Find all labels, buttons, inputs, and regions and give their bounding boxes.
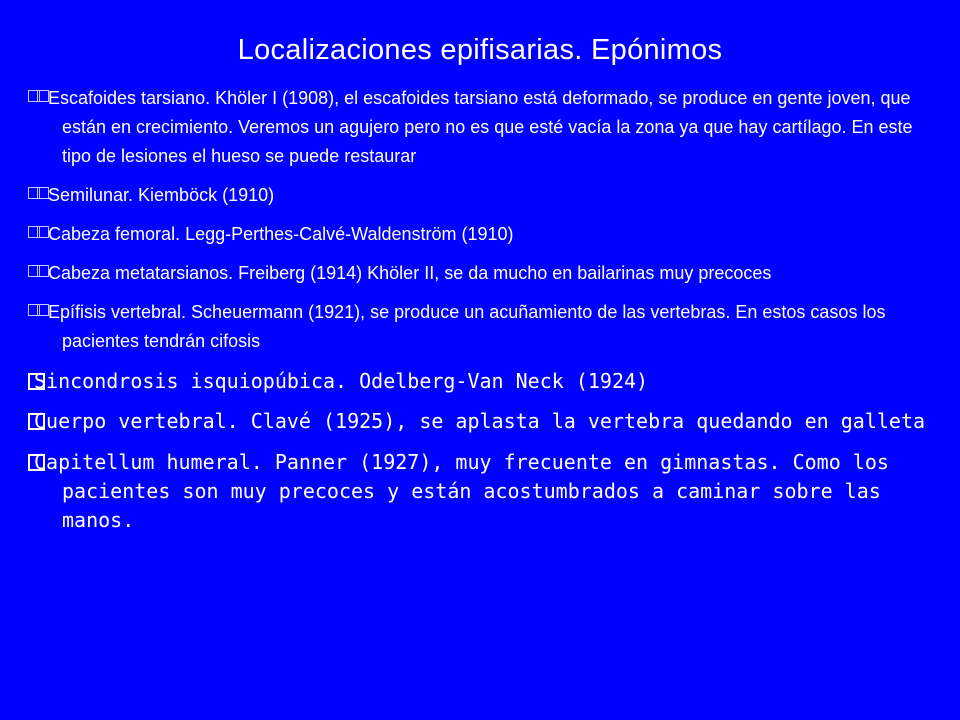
square-bullet-icon: [28, 413, 45, 430]
square-bullet-icon: [37, 265, 49, 277]
square-bullet-icon: [28, 454, 45, 471]
square-bullet-icon: [37, 226, 49, 238]
bullet-list: [28, 84, 940, 535]
list-item: [28, 220, 940, 249]
list-item: [28, 407, 940, 436]
list-item-text: Cabeza femoral. Legg-Perthes-Calvé-Waldenström (1910): [48, 224, 514, 244]
square-bullet-icon: [37, 304, 49, 316]
list-item: [28, 298, 940, 356]
list-item-text: Semilunar. Kiemböck (1910): [48, 185, 275, 205]
list-item: [28, 367, 940, 396]
list-item-text: Escafoides tarsiano. Khöler I (1908), el escafoides tarsiano está deformado, se produce en gente joven, que están en crecimiento. Veremos un agujero pero no es que esté vacía la zona ya que hay cartílago. En este tipo de lesiones el hueso se puede restaurar: [48, 88, 913, 166]
list-item-text: Epífisis vertebral. Scheuermann (1921), se produce un acuñamiento de las vertebras. En estos casos los pacientes tendrán cifosis: [48, 302, 886, 351]
list-item-text: Cuerpo vertebral. Clavé (1925), se aplasta la vertebra quedando en galleta: [34, 409, 926, 433]
square-bullet-icon: [37, 187, 49, 199]
list-item-text: Cabeza metatarsianos. Freiberg (1914) Khöler II, se da mucho en bailarinas muy precoces: [48, 263, 772, 283]
list-item: [28, 448, 940, 535]
list-item: [28, 84, 940, 171]
square-bullet-icon: [28, 373, 45, 390]
list-item-text: Sincondrosis isquiopúbica. Odelberg-Van Neck (1924): [34, 369, 649, 393]
list-item-text: Capitellum humeral. Panner (1927), muy frecuente en gimnastas. Como los pacientes son muy precoces y están acostumbrados a caminar sobre las manos.: [34, 450, 889, 532]
square-bullet-icon: [37, 90, 49, 102]
list-item: [28, 259, 940, 288]
slide-title: Localizaciones epifisarias. Epónimos: [237, 34, 723, 66]
list-item: [28, 181, 940, 210]
